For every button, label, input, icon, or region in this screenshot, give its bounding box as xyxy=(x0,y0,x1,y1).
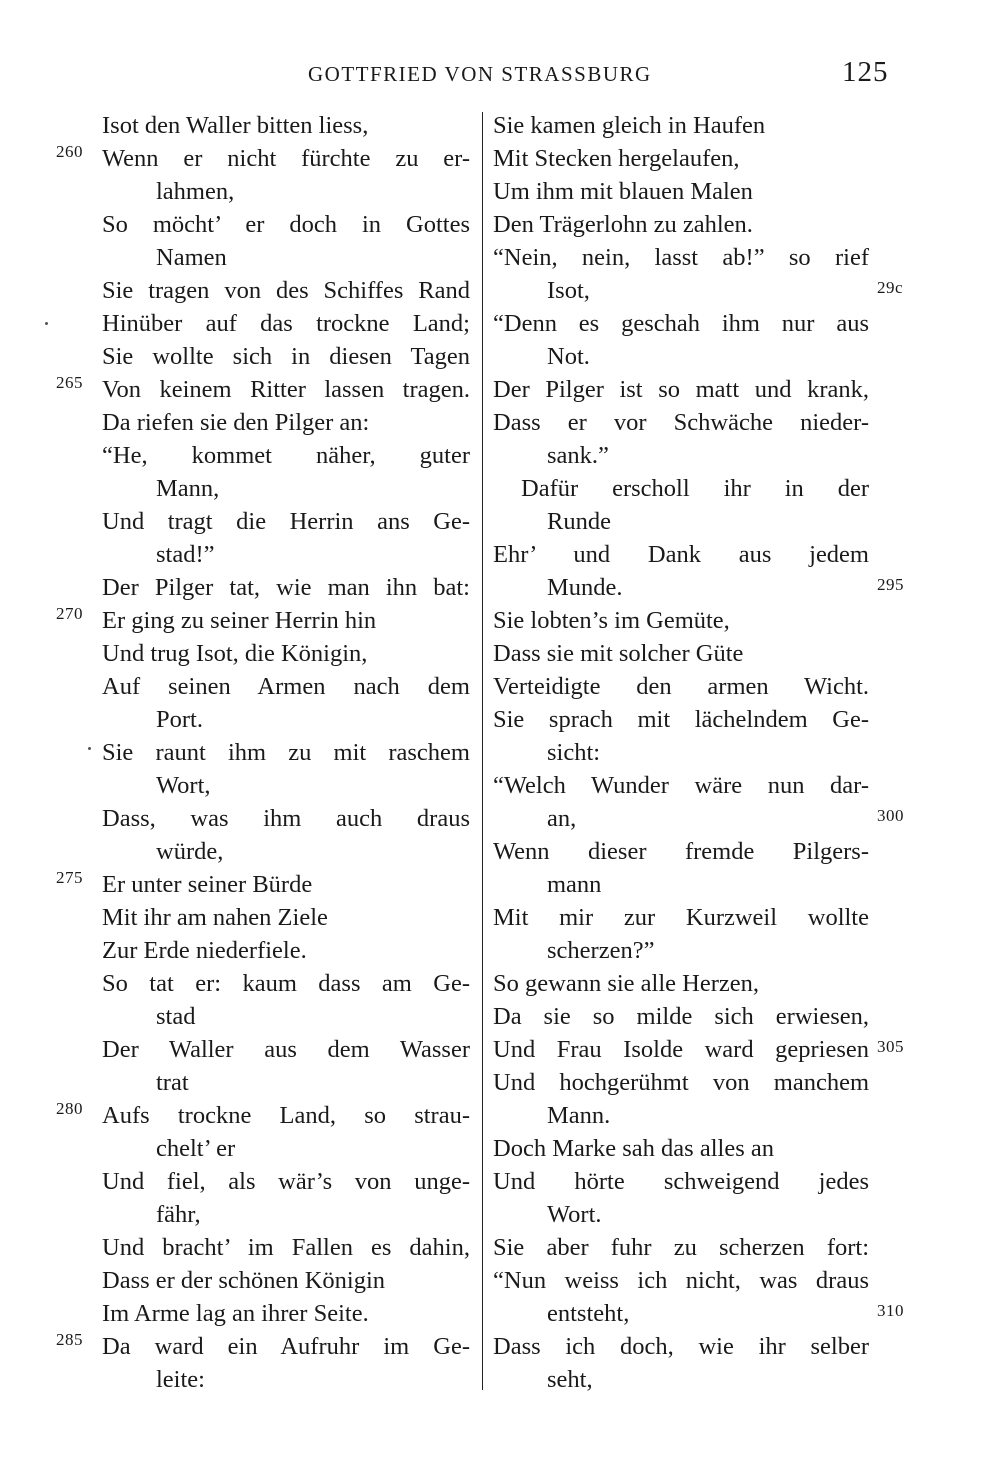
verse-line: Und tragt die Herrin ans Ge- xyxy=(102,508,470,535)
verse-line: Sie aber fuhr zu scherzen fort: xyxy=(493,1234,869,1261)
verse-line: entsteht, xyxy=(547,1300,630,1327)
verse-line: “Nein, nein, lasst ab!” so rief xyxy=(493,244,869,271)
verse-line: So tat er: kaum dass am Ge- xyxy=(102,970,470,997)
verse-line: chelt’ er xyxy=(156,1135,236,1162)
verse-line: Der Pilger ist so matt und krank, xyxy=(493,376,869,403)
verse-line: So möcht’ er doch in Gottes xyxy=(102,211,470,238)
verse-line: Da riefen sie den Pilger an: xyxy=(102,409,370,436)
verse-line: Dass er vor Schwäche nieder- xyxy=(493,409,869,436)
verse-line: seht, xyxy=(547,1366,593,1393)
verse-line: würde, xyxy=(156,838,224,865)
verse-line: stad!” xyxy=(156,541,215,568)
verse-line: So gewann sie alle Herzen, xyxy=(493,970,759,997)
verse-line: Ehr’ und Dank aus jedem xyxy=(493,541,869,568)
verse-line: stad xyxy=(156,1003,196,1030)
verse-line: Sie sprach mit lächelndem Ge- xyxy=(493,706,869,733)
verse-line: Und Frau Isolde ward gepriesen xyxy=(493,1036,869,1063)
verse-line: “Denn es geschah ihm nur aus xyxy=(493,310,869,337)
verse-line: Aufs trockne Land, so strau- xyxy=(102,1102,470,1129)
verse-line: Wenn dieser fremde Pilgers- xyxy=(493,838,869,865)
verse-line: fähr, xyxy=(156,1201,201,1228)
verse-line: leite: xyxy=(156,1366,205,1393)
right-verse-column xyxy=(493,109,904,1396)
verse-line: Da sie so milde sich erwiesen, xyxy=(493,1003,869,1030)
verse-line: Mann, xyxy=(156,475,220,502)
verse-line: Im Arme lag an ihrer Seite. xyxy=(102,1300,369,1327)
verse-line: Wort. xyxy=(547,1201,602,1228)
verse-line: Um ihm mit blauen Malen xyxy=(493,178,753,205)
verse-line: Dass sie mit solcher Güte xyxy=(493,640,744,667)
verse-line: “Nun weiss ich nicht, was draus xyxy=(493,1267,869,1294)
running-title: GOTTFRIED VON STRASSBURG xyxy=(308,62,652,86)
verse-line: Dass, was ihm auch draus xyxy=(102,805,470,832)
column-rule xyxy=(482,112,483,1390)
verse-line: Zur Erde niederfiele. xyxy=(102,937,307,964)
verse-line: Da ward ein Aufruhr im Ge- xyxy=(102,1333,470,1360)
verse-line: Sie lobten’s im Gemüte, xyxy=(493,607,730,634)
line-number: 295 xyxy=(877,575,904,594)
verse-line: Und fiel, als wär’s von unge- xyxy=(102,1168,470,1195)
verse-line: “He, kommet näher, guter xyxy=(102,442,470,469)
verse-line: Runde xyxy=(547,508,611,535)
verse-line: Auf seinen Armen nach dem xyxy=(102,673,470,700)
line-number: 305 xyxy=(877,1037,904,1056)
verse-line: Der Waller aus dem Wasser xyxy=(102,1036,470,1063)
verse-line: Mit ihr am nahen Ziele xyxy=(102,904,328,931)
page-number: 125 xyxy=(842,56,889,88)
line-number: 275 xyxy=(56,868,83,887)
verse-line: sank.” xyxy=(547,442,609,469)
line-number: 270 xyxy=(56,604,83,623)
verse-line: Port. xyxy=(156,706,203,733)
verse-line: Dafür erscholl ihr in der xyxy=(521,475,869,502)
verse-line: Munde. xyxy=(547,574,623,601)
verse-line: Wort, xyxy=(156,772,211,799)
line-number: 300 xyxy=(877,806,904,825)
verse-line: Der Pilger tat, wie man ihn bat: xyxy=(102,574,470,601)
verse-line: Hinüber auf das trockne Land; xyxy=(102,310,470,337)
verse-line: Und trug Isot, die Königin, xyxy=(102,640,368,667)
verse-line: Sie kamen gleich in Haufen xyxy=(493,112,766,139)
verse-line: Isot, xyxy=(547,277,590,304)
verse-line: Von keinem Ritter lassen tragen. xyxy=(102,376,470,403)
verse-line: Doch Marke sah das alles an xyxy=(493,1135,774,1162)
verse-line: Dass er der schönen Königin xyxy=(102,1267,386,1294)
verse-line: trat xyxy=(156,1069,189,1096)
verse-line: Sie wollte sich in diesen Tagen xyxy=(102,343,470,370)
verse-line: Not. xyxy=(547,343,590,370)
verse-line: Und bracht’ im Fallen es dahin, xyxy=(102,1234,470,1261)
verse-line: Mit mir zur Kurzweil wollte xyxy=(493,904,869,931)
verse-line: Sie raunt ihm zu mit raschem xyxy=(102,739,470,766)
line-number: 285 xyxy=(56,1330,83,1349)
verse-line: Isot den Waller bitten liess, xyxy=(102,112,369,139)
verse-line: Er ging zu seiner Herrin hin xyxy=(102,607,377,634)
verse-line: Wenn er nicht fürchte zu er- xyxy=(102,145,470,172)
line-number: 260 xyxy=(56,142,83,161)
verse-line: Und hochgerühmt von manchem xyxy=(493,1069,869,1096)
verse-line: scherzen?” xyxy=(547,937,655,964)
verse-line: “Welch Wunder wäre nun dar- xyxy=(493,772,869,799)
verse-line: Und hörte schweigend jedes xyxy=(493,1168,869,1195)
line-number: 310 xyxy=(877,1301,904,1320)
print-speck xyxy=(45,322,48,325)
verse-line: Verteidigte den armen Wicht. xyxy=(493,673,869,700)
line-number: 29c xyxy=(877,278,904,297)
verse-line: lahmen, xyxy=(156,178,235,205)
verse-line: Namen xyxy=(156,244,227,271)
line-number: 265 xyxy=(56,373,83,392)
verse-line: Sie tragen von des Schiffes Rand xyxy=(102,277,470,304)
verse-line: an, xyxy=(547,805,577,832)
verse-line: Mit Stecken hergelaufen, xyxy=(493,145,740,172)
verse-line: Dass ich doch, wie ihr selber xyxy=(493,1333,869,1360)
verse-line: mann xyxy=(547,871,602,898)
verse-line: sicht: xyxy=(547,739,601,766)
verse-line: Er unter seiner Bürde xyxy=(102,871,313,898)
print-speck xyxy=(88,747,91,750)
verse-line: Mann. xyxy=(547,1102,611,1129)
line-number: 280 xyxy=(56,1099,83,1118)
verse-line: Den Trägerlohn zu zahlen. xyxy=(493,211,753,238)
left-verse-column xyxy=(56,109,470,1396)
